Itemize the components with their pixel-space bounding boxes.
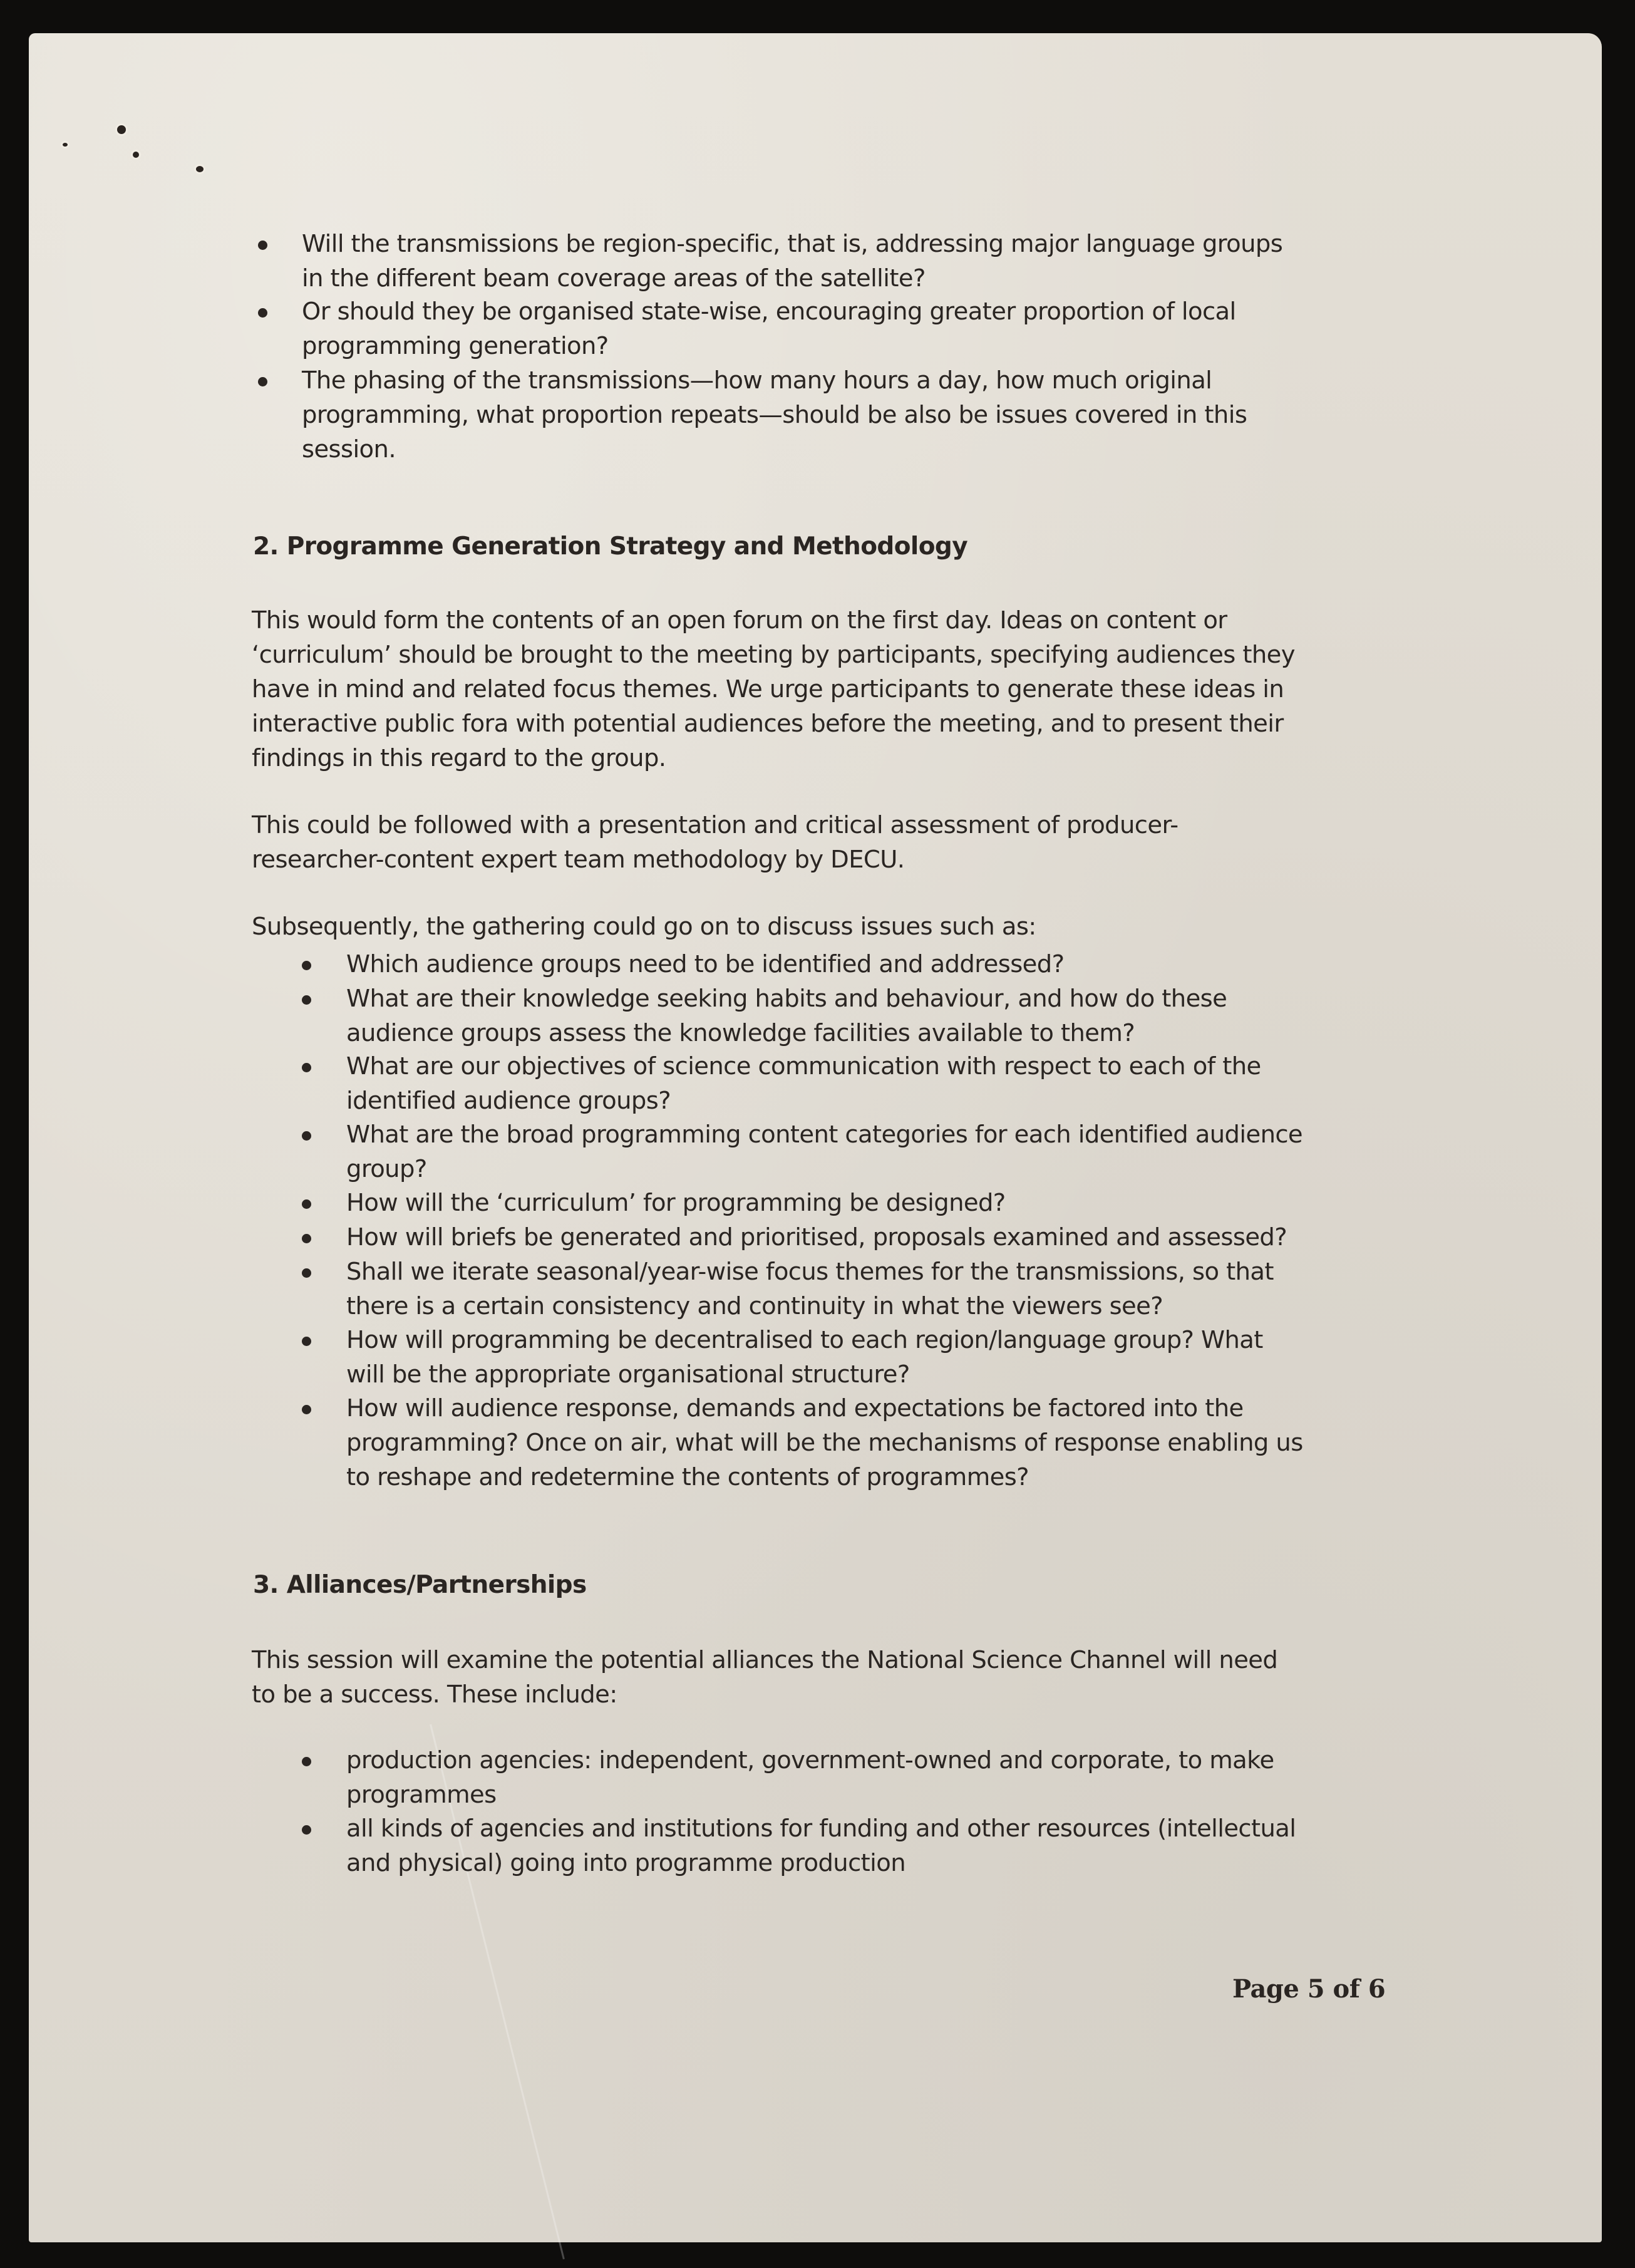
text-line: have in mind and related focus themes. We urge participants to generate these ideas in xyxy=(252,675,1284,703)
text-line: identified audience groups? xyxy=(346,1087,671,1115)
text-line: ‘curriculum’ should be brought to the meeting by participants, specifying audiences they xyxy=(252,641,1295,669)
bullet-icon xyxy=(302,1131,311,1141)
text-line: to be a success. These include: xyxy=(252,1680,617,1709)
bullet-text xyxy=(346,1743,1274,1812)
text-line: How will programming be decentralised to each region/language group? What xyxy=(346,1326,1263,1354)
text-line: programming, what proportion repeats—should be also be issues covered in this xyxy=(302,401,1247,429)
bullet-text xyxy=(346,1049,1261,1118)
section3-heading: 3. Alliances/Partnerships xyxy=(253,1571,587,1599)
text-line: group? xyxy=(346,1155,427,1183)
text-line: How will audience response, demands and expectations be factored into the xyxy=(346,1394,1244,1422)
text-line: findings in this regard to the group. xyxy=(252,744,666,772)
bullet-text xyxy=(346,1323,1263,1392)
text-line: programming generation? xyxy=(302,332,609,360)
text-line: interactive public fora with potential audiences before the meeting, and to present their xyxy=(252,710,1284,738)
bullet-icon xyxy=(302,995,311,1005)
bullet-text xyxy=(302,363,1247,467)
text-line: to reshape and redetermine the contents of programmes? xyxy=(346,1463,1029,1491)
bullet-text xyxy=(346,981,1227,1050)
bullet-text xyxy=(346,1255,1274,1323)
text-line: in the different beam coverage areas of the satellite? xyxy=(302,264,926,293)
bullet-icon xyxy=(302,1268,311,1278)
bullet-icon xyxy=(302,1063,311,1072)
page-number: Page 5 of 6 xyxy=(1232,1974,1386,2004)
text-line: The phasing of the transmissions—how many hours a day, how much original xyxy=(302,366,1212,395)
bullet-icon xyxy=(258,308,267,318)
bullet-icon xyxy=(302,961,311,970)
bullet-text xyxy=(346,947,1064,981)
bullet-text xyxy=(346,1117,1302,1186)
punch-hole xyxy=(63,143,68,147)
bullet-text xyxy=(302,227,1282,296)
text-line: This could be followed with a presentation and critical assessment of producer- xyxy=(252,811,1179,839)
bullet-icon xyxy=(302,1199,311,1209)
punch-hole xyxy=(133,152,139,158)
bullet-icon xyxy=(302,1405,311,1414)
text-line: This session will examine the potential alliances the National Science Channel will need xyxy=(252,1646,1278,1674)
text-line: Shall we iterate seasonal/year-wise focus themes for the transmissions, so that xyxy=(346,1258,1274,1286)
bullet-icon xyxy=(258,241,267,250)
text-line: This would form the contents of an open forum on the first day. Ideas on content or xyxy=(252,606,1227,634)
section2-paragraph-3: Subsequently, the gathering could go on to discuss issues such as: xyxy=(252,913,1036,941)
bullet-text xyxy=(302,294,1236,363)
text-line: production agencies: independent, government-owned and corporate, to make xyxy=(346,1746,1274,1774)
text-line: What are our objectives of science communication with respect to each of the xyxy=(346,1052,1261,1080)
bullet-icon xyxy=(302,1337,311,1346)
text-line: Will the transmissions be region-specific, that is, addressing major language groups xyxy=(302,230,1283,258)
bullet-icon xyxy=(302,1757,311,1766)
text-line: audience groups assess the knowledge facilities available to them? xyxy=(346,1019,1135,1047)
section3-paragraph-1 xyxy=(252,1643,1277,1712)
punch-hole xyxy=(196,166,204,172)
text-line: all kinds of agencies and institutions for funding and other resources (intellectual xyxy=(346,1815,1296,1843)
punch-hole xyxy=(117,125,126,134)
bullet-icon xyxy=(302,1825,311,1835)
text-line: programmes xyxy=(346,1781,497,1809)
text-line: programming? Once on air, what will be the mechanisms of response enabling us xyxy=(346,1429,1303,1457)
text-line: What are the broad programming content categories for each identified audience xyxy=(346,1121,1303,1149)
text-line: Which audience groups need to be identified and addressed? xyxy=(346,950,1065,978)
text-line: What are their knowledge seeking habits and behaviour, and how do these xyxy=(346,985,1227,1013)
bullet-text xyxy=(346,1186,1006,1220)
text-line: How will briefs be generated and prioritised, proposals examined and assessed? xyxy=(346,1223,1287,1251)
text-line: Or should they be organised state-wise, encouraging greater proportion of local xyxy=(302,298,1236,326)
bullet-icon xyxy=(302,1234,311,1243)
bullet-text xyxy=(346,1811,1296,1880)
text-line: session. xyxy=(302,435,396,463)
bullet-icon xyxy=(258,377,267,386)
bullet-text xyxy=(346,1220,1287,1255)
text-line: How will the ‘curriculum’ for programming be designed? xyxy=(346,1189,1006,1217)
text-line: researcher-content expert team methodology by DECU. xyxy=(252,846,905,874)
text-line: there is a certain consistency and continuity in what the viewers see? xyxy=(346,1292,1163,1320)
section2-paragraph-2 xyxy=(252,808,1179,877)
text-line: and physical) going into programme production xyxy=(346,1849,906,1877)
bullet-text xyxy=(346,1391,1303,1494)
text-line: will be the appropriate organisational structure? xyxy=(346,1360,910,1389)
section2-heading: 2. Programme Generation Strategy and Methodology xyxy=(253,532,968,561)
section2-paragraph-1 xyxy=(252,603,1295,775)
